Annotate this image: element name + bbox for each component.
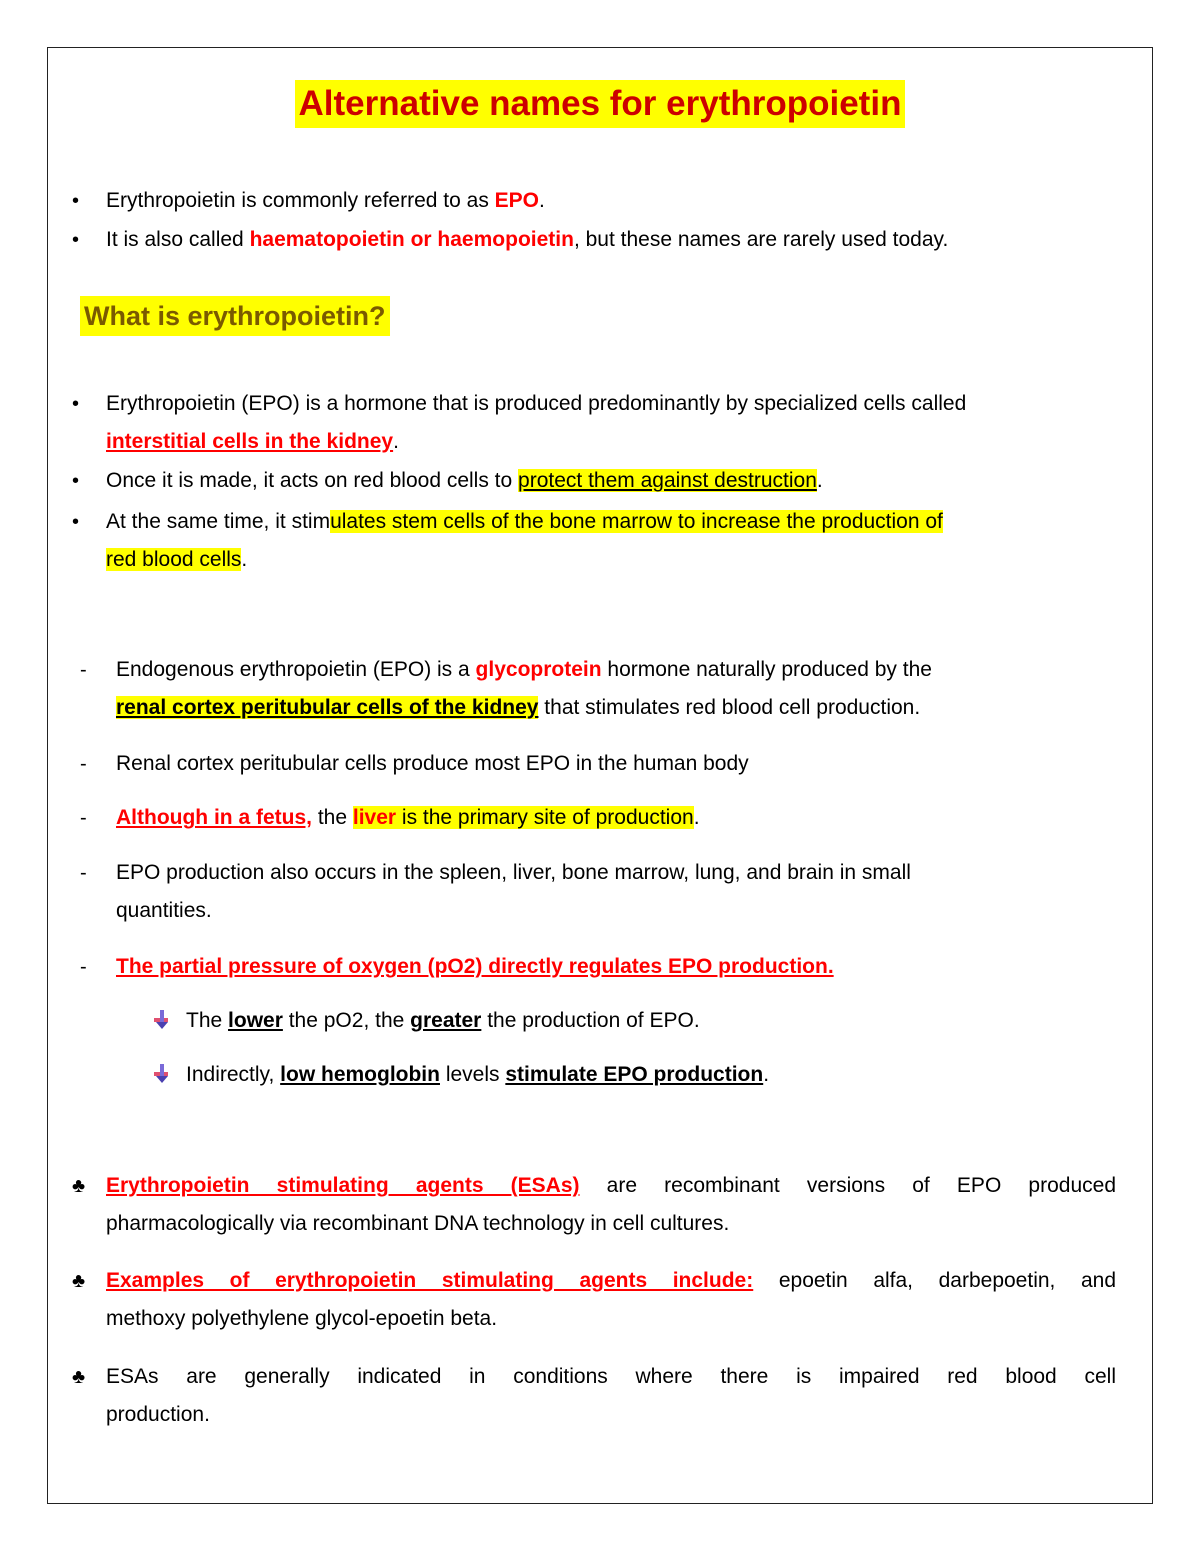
what-is-bullet-1-line-1: Erythropoietin (EPO) is a hormone that is produced predominantly by specialized cells called: [106, 392, 967, 415]
alt-names-bullet-2: [106, 221, 948, 259]
text: the: [311, 806, 353, 829]
arrow-down-icon: [152, 1009, 174, 1031]
emphasis: lower: [228, 1009, 283, 1032]
text: hormone naturally produced by the: [601, 658, 932, 681]
esa-item-3-line-1: ESAs are generally indicated in conditions where there is impaired red blood cell: [106, 1365, 1116, 1388]
highlight-text: renal cortex peritubular cells of the kidney: [116, 696, 539, 719]
text: .: [393, 430, 399, 453]
text: .: [693, 806, 700, 829]
dash-item-1-line-2: [116, 689, 920, 727]
epo-term: EPO: [494, 189, 540, 212]
dash-item-2: Renal cortex peritubular cells produce most EPO in the human body: [116, 752, 749, 775]
title-wrap: [0, 80, 1200, 128]
text: .: [816, 469, 823, 492]
esa-term: Erythropoietin stimulating agents (ESAs): [106, 1174, 580, 1197]
emphasis: greater: [410, 1009, 482, 1032]
dash-symbol: -: [80, 862, 87, 884]
text: At the same time, it stim: [106, 510, 331, 533]
club-symbol: ♣: [72, 1366, 86, 1388]
dash-symbol: -: [80, 807, 87, 829]
text: The: [186, 1009, 229, 1032]
highlight-text: protect them against destruction: [518, 469, 817, 492]
arrow-down-icon: [152, 1063, 174, 1085]
fetus-term: Although in a fetus,: [116, 806, 312, 829]
text: the production of EPO.: [481, 1009, 700, 1032]
dash-item-5: The partial pressure of oxygen (pO2) directly regulates EPO production.: [116, 955, 834, 978]
what-is-bullet-2: [106, 462, 823, 500]
text: Endogenous erythropoietin (EPO) is a: [116, 658, 476, 681]
bullet-symbol: •: [72, 190, 80, 212]
page-title: Alternative names for erythropoietin: [295, 80, 906, 128]
what-is-bullet-3-line-1: [106, 503, 943, 541]
text: .: [241, 548, 248, 571]
text: that stimulates red blood cell production.: [538, 696, 921, 719]
club-symbol: ♣: [72, 1270, 86, 1292]
section-heading: What is erythropoietin?: [80, 296, 390, 336]
text: Erythropoietin is commonly referred to as: [106, 189, 495, 212]
highlight-text: red blood cells: [106, 548, 242, 571]
text: .: [539, 189, 545, 212]
text: are recombinant versions of EPO produced: [579, 1174, 1116, 1197]
dash-symbol: -: [80, 659, 87, 681]
esa-item-2-line-2: methoxy polyethylene glycol-epoetin beta.: [106, 1307, 498, 1330]
examples-term: Examples of erythropoietin stimulating agents include:: [106, 1269, 754, 1292]
alt-terms: haematopoietin or haemopoietin: [249, 228, 574, 251]
text: Indirectly,: [186, 1063, 281, 1086]
dash-symbol: -: [80, 956, 87, 978]
what-is-bullet-1-line-2: [106, 423, 399, 461]
what-is-bullet-3-line-2: [106, 541, 247, 579]
text: epoetin alfa, darbepoetin, and: [753, 1269, 1117, 1292]
esa-item-1-line-2: pharmacologically via recombinant DNA technology in cell cultures.: [106, 1212, 730, 1235]
text: .: [763, 1063, 770, 1086]
text: levels: [439, 1063, 506, 1086]
text: Once it is made, it acts on red blood cells to: [106, 469, 519, 492]
highlight-text: is the primary site of production: [396, 806, 694, 829]
sub-bullet-1: [186, 1002, 700, 1040]
bullet-symbol: •: [72, 393, 80, 415]
interstitial-cells-term: interstitial cells in the kidney: [106, 430, 394, 453]
text: It is also called: [106, 228, 250, 251]
emphasis: stimulate EPO production: [505, 1063, 764, 1086]
dash-item-4-line-2: quantities.: [116, 899, 212, 922]
highlight-text: ulates stem cells of the bone marrow to increase the production of: [330, 510, 943, 533]
bullet-symbol: •: [72, 511, 80, 533]
bullet-symbol: •: [72, 470, 80, 492]
glycoprotein-term: glycoprotein: [475, 658, 602, 681]
club-symbol: ♣: [72, 1175, 86, 1197]
esa-item-3-line-2: production.: [106, 1403, 210, 1426]
dash-item-3: [116, 799, 700, 837]
dash-item-4-line-1: EPO production also occurs in the spleen, liver, bone marrow, lung, and brain in small: [116, 861, 911, 884]
liver-term: liver: [352, 806, 397, 829]
bullet-symbol: •: [72, 229, 80, 251]
alt-names-bullet-1: [106, 182, 545, 220]
text: , but these names are rarely used today.: [573, 228, 949, 251]
sub-bullet-2: [186, 1056, 769, 1094]
dash-item-1-line-1: [116, 651, 932, 689]
dash-symbol: -: [80, 753, 87, 775]
text: the pO2, the: [282, 1009, 411, 1032]
esa-item-1-line-1: [106, 1167, 1116, 1205]
emphasis: low hemoglobin: [280, 1063, 440, 1086]
esa-item-2-line-1: [106, 1262, 1116, 1300]
